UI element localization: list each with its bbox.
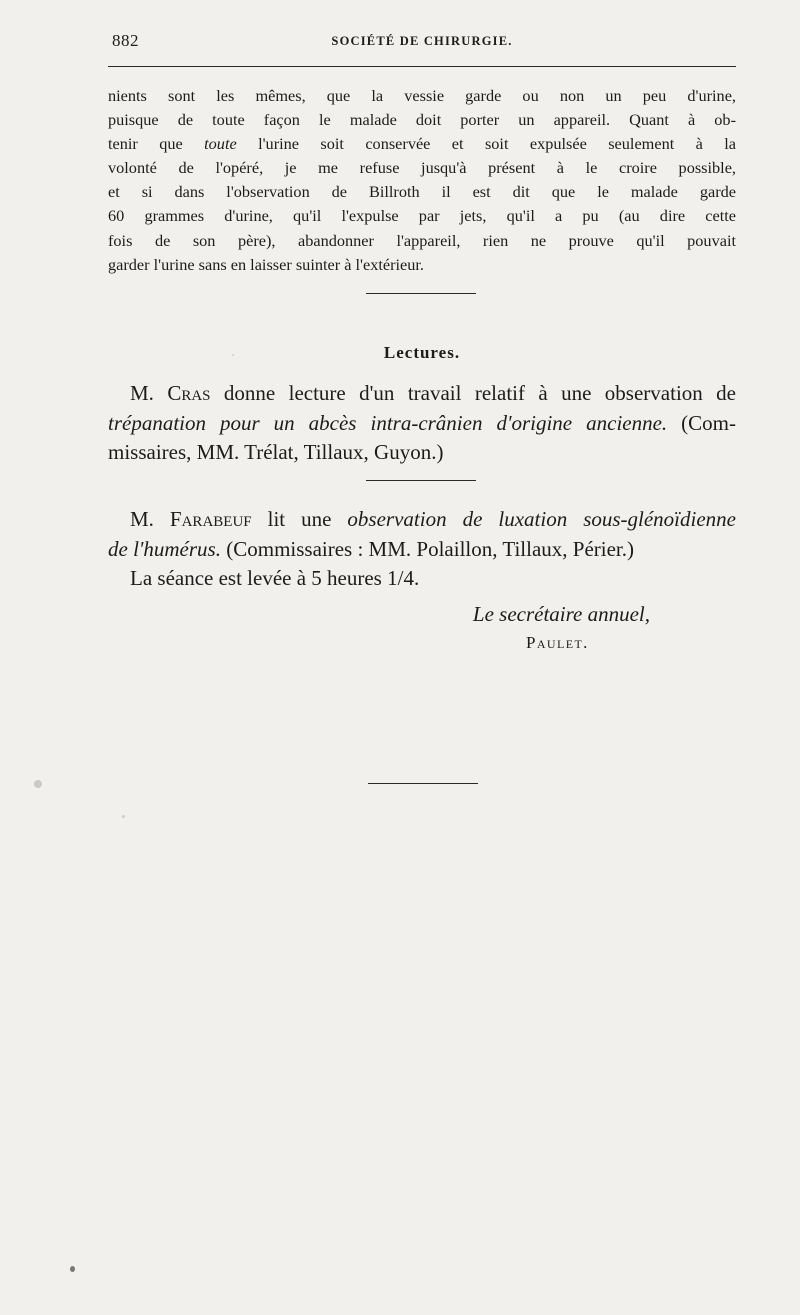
work-title: de l'humérus.: [108, 536, 221, 561]
header-rule: [108, 66, 736, 67]
closing-line: La séance est levée à 5 heures 1/4.: [130, 566, 420, 590]
work-title: observation de luxation sous-glénoïdienne: [347, 507, 736, 531]
separator-rule: [366, 480, 476, 481]
paragraph-line: 60 grammes d'urine, qu'il l'expulse par jets, qu'il a pu (au dire cette: [108, 206, 736, 226]
scan-speck: [122, 815, 125, 818]
reading-paragraph-farabeuf: [108, 505, 736, 594]
work-title: trépanation pour un abcès intra-crânien d'origine ancienne.: [108, 410, 668, 435]
paragraph-line: [108, 535, 736, 565]
paragraph-line: missaires, MM. Trélat, Tillaux, Guyon.): [108, 440, 444, 464]
scan-speck: [34, 780, 42, 788]
continuation-paragraph: [108, 84, 736, 277]
line-text: donne lecture d'un travail relatif à une observation de: [210, 381, 736, 405]
paragraph-line: [108, 132, 736, 156]
separator-rule: [366, 293, 476, 294]
author-name: Cras: [167, 381, 211, 405]
paragraph-line: [108, 505, 736, 535]
author-name: Farabeuf: [169, 507, 252, 531]
emphasis-word: toute: [204, 134, 237, 154]
line-text: tenir que: [108, 134, 205, 154]
paragraph-line: nients sont les mêmes, que la vessie garde ou non un peu d'urine,: [108, 86, 736, 105]
line-text: l'urine soit conservée et soit expulsée seulement à la: [236, 134, 736, 154]
paragraph-line: volonté de l'opéré, je me refuse jusqu'à présent à le croire possible,: [108, 158, 736, 178]
separator-rule: [368, 783, 478, 784]
line-text: (Com-: [667, 410, 736, 435]
page-number: 882: [112, 31, 139, 50]
paragraph-line: garder l'urine sans en laisser suinter à l'extérieur.: [108, 254, 424, 274]
reading-paragraph-cras: [108, 379, 736, 468]
line-text: (Commissaires : MM. Polaillon, Tillaux, Périer.): [220, 536, 635, 561]
line-text: lit une: [251, 507, 348, 531]
running-head: SOCIÉTÉ DE CHIRURGIE.: [331, 34, 513, 48]
signature-role: Le secrétaire annuel,: [472, 602, 650, 626]
section-title: Lectures.: [383, 343, 461, 362]
scan-speck: [232, 354, 234, 356]
paragraph-line: [108, 379, 736, 409]
paragraph-line: [108, 409, 736, 439]
paragraph-line: fois de son père), abandonner l'appareil, rien ne prouve qu'il pouvait: [108, 230, 736, 250]
page-header: [108, 31, 736, 55]
paragraph-line: et si dans l'observation de Billroth il est dit que le malade garde: [108, 182, 736, 202]
line-text: M.: [130, 507, 170, 531]
scan-speck: [70, 1266, 75, 1272]
line-text: M.: [130, 381, 168, 405]
paragraph-line: puisque de toute façon le malade doit porter un appareil. Quant à ob-: [108, 110, 736, 130]
signature-name: Paulet.: [526, 633, 589, 652]
